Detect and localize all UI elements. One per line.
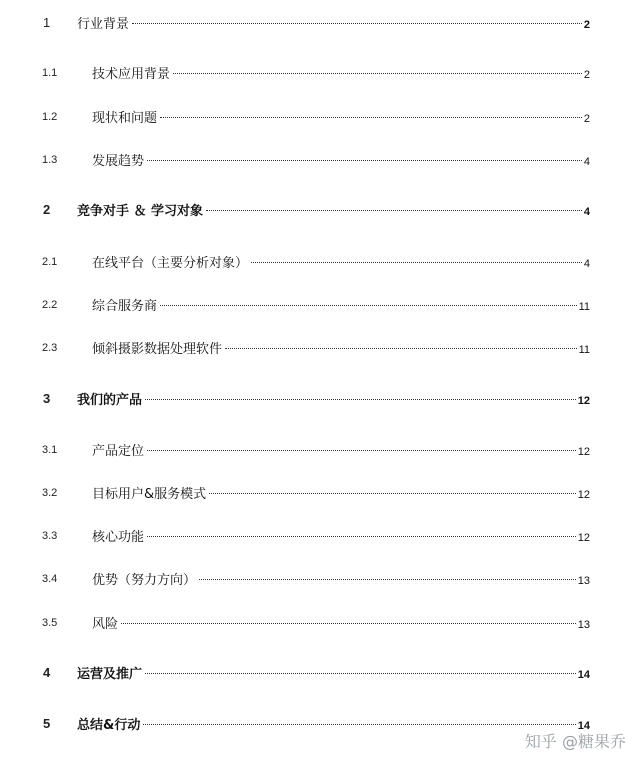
toc-title[interactable]: 技术应用背景: [92, 67, 171, 82]
toc-row[interactable]: [0, 339, 640, 361]
watermark: 知乎 @糖果乔: [524, 732, 626, 751]
toc-page-number: 2: [583, 113, 590, 125]
dot-leader: [209, 493, 576, 494]
toc-row[interactable]: [0, 14, 640, 36]
toc-page-number: 12: [577, 446, 590, 458]
toc-number: 2.1: [42, 256, 58, 268]
toc-number: 4: [43, 665, 51, 680]
toc-page-number: 13: [577, 619, 590, 631]
toc-title[interactable]: 现状和问题: [92, 111, 158, 126]
dot-leader: [173, 73, 582, 74]
dot-leader: [199, 579, 576, 580]
toc-title[interactable]: 我们的产品: [77, 393, 143, 408]
dot-leader: [225, 348, 577, 349]
toc-title[interactable]: 核心功能: [92, 530, 145, 545]
toc-title[interactable]: 在线平台（主要分析对象）: [92, 256, 249, 271]
toc-row[interactable]: [0, 664, 640, 686]
toc-page-number: 2: [583, 69, 590, 81]
toc-page-number: 12: [577, 532, 590, 544]
dot-leader: [145, 399, 576, 400]
toc-number: 1: [43, 15, 51, 30]
dot-leader: [147, 536, 576, 537]
toc-title[interactable]: 竞争对手 ＆ 学习对象: [77, 204, 204, 219]
toc-page-number: 11: [578, 344, 590, 356]
dot-leader: [147, 450, 576, 451]
toc-page-number: 12: [577, 395, 590, 407]
toc-title[interactable]: 倾斜摄影数据处理软件: [92, 342, 223, 357]
toc-row[interactable]: [0, 441, 640, 463]
toc-number: 3.2: [42, 487, 58, 499]
dot-leader: [132, 23, 582, 24]
toc-title[interactable]: 总结&行动: [77, 718, 141, 733]
toc-title[interactable]: 风险: [92, 617, 119, 632]
toc-number: 1.1: [42, 67, 58, 79]
toc-title[interactable]: 运营及推广: [77, 667, 143, 682]
dot-leader: [145, 673, 576, 674]
toc-number: 5: [43, 716, 51, 731]
dot-leader: [147, 160, 582, 161]
toc-row[interactable]: [0, 484, 640, 506]
toc-title[interactable]: 行业背景: [77, 17, 130, 32]
toc-number: 1.2: [42, 111, 58, 123]
toc-page-number: 2: [583, 19, 590, 31]
toc-row[interactable]: [0, 527, 640, 549]
toc-row[interactable]: [0, 64, 640, 86]
dot-leader: [121, 623, 576, 624]
toc-number: 3.1: [42, 444, 58, 456]
toc-title[interactable]: 优势（努力方向）: [92, 573, 197, 588]
toc-page-number: 14: [577, 669, 590, 681]
toc-page-number: 11: [578, 301, 590, 313]
toc-number: 1.3: [42, 154, 58, 166]
dot-leader: [160, 117, 582, 118]
dot-leader: [206, 210, 582, 211]
toc-page-number: 14: [577, 720, 590, 732]
toc-row[interactable]: [0, 108, 640, 130]
toc-row[interactable]: [0, 151, 640, 173]
toc-title[interactable]: 目标用户&服务模式: [92, 487, 207, 502]
toc-number: 3.3: [42, 530, 58, 542]
toc-number: 2.3: [42, 342, 58, 354]
toc-page-number: 12: [577, 489, 590, 501]
toc-number: 3: [43, 391, 51, 406]
toc-number: 2: [43, 202, 51, 217]
toc-title[interactable]: 综合服务商: [92, 299, 158, 314]
toc-page-number: 4: [583, 258, 590, 270]
toc-page-number: 4: [583, 206, 590, 218]
toc-row[interactable]: [0, 296, 640, 318]
dot-leader: [251, 262, 582, 263]
dot-leader: [160, 305, 577, 306]
toc-row[interactable]: [0, 253, 640, 275]
toc-row[interactable]: [0, 201, 640, 223]
toc-row[interactable]: [0, 614, 640, 636]
toc-title[interactable]: 产品定位: [92, 444, 145, 459]
toc-page-number: 4: [583, 156, 590, 168]
toc-number: 3.5: [42, 617, 58, 629]
dot-leader: [143, 724, 575, 725]
toc-row[interactable]: [0, 570, 640, 592]
toc-number: 2.2: [42, 299, 58, 311]
toc-title[interactable]: 发展趋势: [92, 154, 145, 169]
toc-number: 3.4: [42, 573, 58, 585]
toc-page-number: 13: [577, 575, 590, 587]
toc-row[interactable]: [0, 390, 640, 412]
